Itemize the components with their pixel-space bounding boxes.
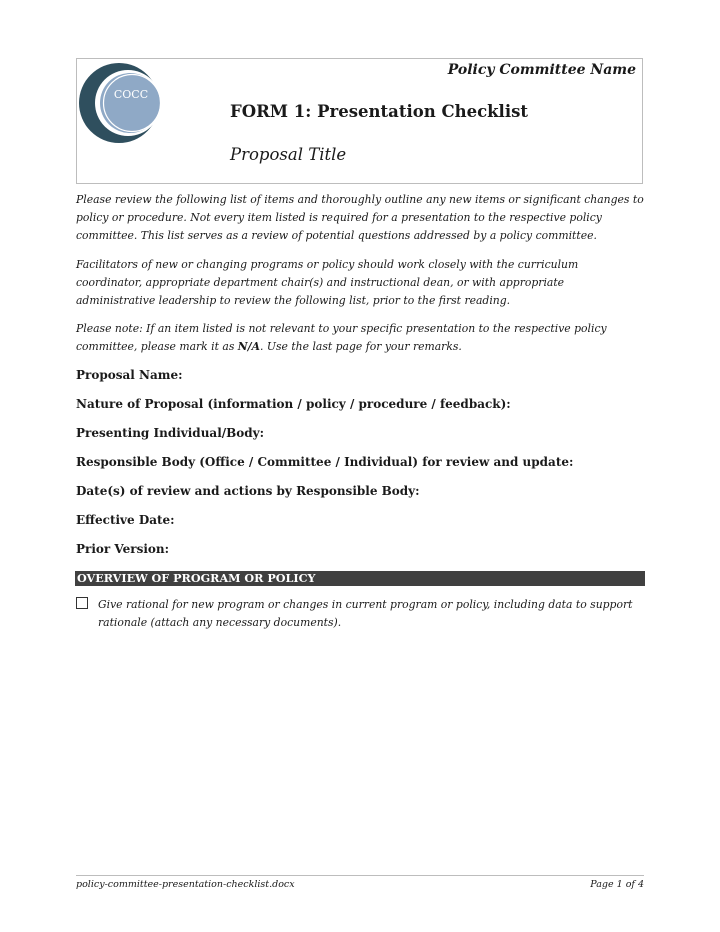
- proposal-title: Proposal Title: [230, 145, 347, 164]
- intro-paragraph-2: Facilitators of new or changing programs or policy should work closely with the curriculum coordinator, appropriate department chair(s) and instructional dean, or with appropriate administrative leadership to review the following list, prior to the first reading.: [76, 258, 579, 307]
- committee-name: Policy Committee Name: [447, 62, 636, 78]
- footer-filename: policy-committee-presentation-checklist.docx: [76, 879, 295, 890]
- field-responsible-body: Responsible Body (Office / Committee / Individual) for review and update:: [76, 455, 574, 469]
- form-title: FORM 1: Presentation Checklist: [230, 102, 529, 121]
- field-presenting-individual: Presenting Individual/Body:: [76, 426, 265, 440]
- svg-text:COCC: COCC: [113, 88, 149, 101]
- note-text-end: . Use the last page for your remarks.: [260, 340, 462, 353]
- intro-paragraph-1: Please review the following list of items and thoroughly outline any new items or significant changes to policy or procedure. Not every item listed is required for a presentation to the respective policy committee. This list serves as a review of potential questions addressed by a policy committee.: [76, 193, 644, 242]
- na-marker: N/A: [237, 340, 260, 353]
- field-review-dates: Date(s) of review and actions by Responsible Body:: [76, 484, 420, 498]
- intro-paragraph-3: [76, 320, 644, 356]
- note-text: Please note: If an item listed is not relevant to your specific presentation to the respective policy committee, please mark it as: [76, 322, 607, 353]
- checkbox-rationale[interactable]: [76, 597, 88, 609]
- section-header-overview: OVERVIEW OF PROGRAM OR POLICY: [75, 571, 645, 586]
- header-box: [76, 58, 643, 184]
- field-proposal-name: Proposal Name:: [76, 368, 183, 382]
- field-effective-date: Effective Date:: [76, 513, 175, 527]
- footer-page-number: Page 1 of 4: [590, 879, 644, 890]
- field-prior-version: Prior Version:: [76, 542, 170, 556]
- checklist-item-rationale: Give rational for new program or changes in current program or policy, including data to support rationale (attach any necessary documents).: [98, 598, 633, 629]
- field-nature-of-proposal: Nature of Proposal (information / policy / procedure / feedback):: [76, 397, 511, 411]
- cocc-logo: [79, 61, 161, 145]
- footer-divider: [76, 875, 644, 876]
